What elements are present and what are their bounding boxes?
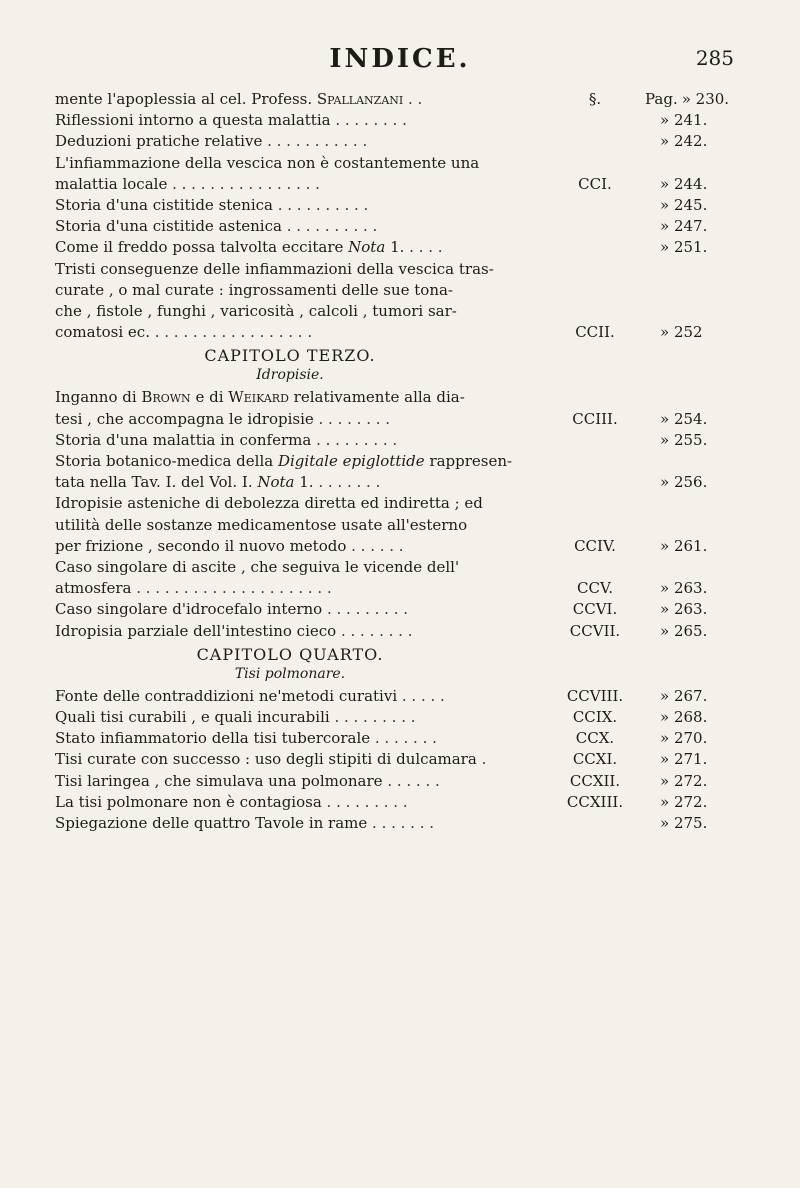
page-ref: » 247. [660,217,708,236]
leader-dots: . . [403,90,423,108]
entry-title: Quali tisi curabili , e quali incurabili [55,708,330,726]
entry-title: Tisi curate con successo : uso degli stipiti di dulcamara [55,750,477,769]
leader-dots: . . . . . . . . . . . . . . . . [167,174,320,193]
entry-text [55,175,525,194]
page-ref [645,90,730,109]
page-ref: » 265. [660,621,708,640]
entry-title: Caso singolare di ascite , che seguiva le vicende dell' [55,558,460,576]
leader-dots: . . . . . . . . . [322,600,409,619]
page-title: INDICE. [329,44,471,74]
entry-text [55,600,525,619]
leader-dots: . . . . [404,238,443,257]
leader-dots: . . . . . . . . [330,111,407,130]
entry-text [55,302,525,321]
section-number: CCVII. [569,621,621,640]
page-ref: » 275. [660,814,708,832]
page-ref: » 270. [660,729,708,748]
entry-text [55,323,525,342]
leader-dots: . . . . . . . [370,729,437,748]
page-ref: » 272. [660,771,708,790]
page-number: 285 [695,46,734,70]
leader-dots: . . . . . . [346,536,404,555]
leader-dots: . . . . . . [382,771,440,790]
section-number: CCI. [578,174,612,193]
entry-title: utilità delle sostanze medicamentose usate all'esterno [55,515,468,534]
section-number: CCV. [577,579,613,598]
entry-title: Inganno di Brown e di Weikard relativamente alla dia- [55,388,465,407]
section-number: CCIX. [572,708,618,726]
entry-title: che , fistole , funghi , varicosità , calcoli , tumori sar- [55,302,457,320]
entry-text [55,516,525,535]
entry-text [55,708,525,727]
leader-dots: . . . . . . . . . . . [262,132,368,151]
entry-text [55,793,525,812]
entry-text [55,537,525,556]
entry-text [55,494,525,513]
entry-text [55,90,525,109]
leader-dots: . [476,750,487,769]
entry-text [55,579,525,598]
leader-dots: . . . . . . . . . [311,430,398,449]
entry-title: La tisi polmonare non è contagiosa [55,792,322,811]
page-ref: » 261. [660,536,708,555]
entry-title: Deduzioni pratiche relative [55,132,263,151]
entry-title: Fonte delle contraddizioni ne'metodi curativi [55,686,398,705]
entry-title: tesi , che accompagna le idropisie [55,409,314,428]
page-ref: » 272. [660,792,708,811]
leader-dots: . . . . . . . . . [329,708,416,726]
entry-text [55,154,525,173]
section-number: CCII. [575,323,615,342]
page-ref: » 241. [660,111,708,130]
section-marker: §. [588,90,602,108]
entry-text [55,410,525,429]
entry-text [55,431,525,450]
leader-dots: . . . . . . . . . . [281,217,378,236]
section-number: CCXII. [569,771,621,790]
entry-text [55,452,525,471]
entry-text [55,281,525,300]
entry-text [55,750,525,769]
entry-title: Stato infiammatorio della tisi tubercorale [55,729,371,748]
section-number: CCXI. [572,750,618,769]
entry-text [55,772,525,791]
entry-title: Caso singolare d'idrocefalo interno [55,600,323,619]
leader-dots: . . . . . . . . . . . . . . . . . [149,323,313,342]
entry-title: Storia d'una cistitide astenica [55,217,282,236]
entry-text [55,196,525,215]
leader-dots: . . . . . . . . [336,621,413,640]
chapter-heading: CAPITOLO TERZO. [204,346,376,366]
entry-title: mente l'apoplessia al cel. Profess. Spallanzani [55,90,404,108]
section-number: CCVI. [572,600,618,619]
running-head [0,42,800,78]
entry-text [55,729,525,748]
entry-title: malattia locale [55,174,168,193]
entry-text [55,217,525,236]
entry-title: Tristi conseguenze delle infiammazioni della vescica tras- [55,259,494,278]
entry-title: Come il freddo possa talvolta eccitare Nota 1. [55,238,405,257]
page-ref: » 268. [660,708,708,726]
pag-label: Pag. [645,90,678,108]
page-ref: » 267. [660,686,708,705]
entry-title: Storia d'una malattia in conferma [55,430,312,449]
section-number: CCIV. [574,536,616,555]
page-ref: » 245. [660,196,708,214]
chapter-subtitle: Idropisie. [256,367,324,384]
entry-title: curate , o mal curate : ingrossamenti delle sue tona- [55,280,453,299]
page-ref: » 242. [660,132,708,151]
leader-dots: . . . . . . . . . [321,792,408,811]
leader-dots: . . . . . . . [313,473,381,492]
leader-dots: . . . . . . . . . . [272,196,369,214]
entry-title: per frizione , secondo il nuovo metodo [55,536,347,555]
page-ref: » 271. [660,750,708,769]
entry-text [55,687,525,706]
page-ref: » 251. [660,238,708,257]
entry-title: Storia d'una cistitide stenica [55,196,273,214]
leader-dots: . . . . . . . . [313,409,391,428]
page-ref: » 255. [660,430,708,449]
leader-dots: . . . . . [397,686,445,705]
entry-text [55,260,525,279]
entry-title: L'infiammazione della vescica non è costantemente una [55,153,480,172]
leader-dots: . . . . . . . [367,814,435,832]
entry-title: Spiegazione delle quattro Tavole in rame [55,814,368,832]
leader-dots: . . . . . . . . . . . . . . . . . . . . . [131,579,332,598]
entry-title: Tisi laringea , che simulava una polmonare [55,771,383,790]
entry-text [55,622,525,641]
entry-title: Idropisia parziale dell'intestino cieco [55,621,337,640]
entry-title: tata nella Tav. I. del Vol. I. Nota 1. [55,473,314,492]
section-number: CCX. [575,729,615,748]
page-ref: » 256. [660,473,708,492]
page-ref: » 263. [660,579,708,598]
entry-title: comatosi ec. [55,323,150,342]
page-ref: » 244. [660,174,708,193]
entry-title: atmosfera [55,579,132,598]
page-ref: » 252 [660,323,703,342]
entry-text [55,388,525,407]
entry-text [55,111,525,130]
section-number: CCXIII. [566,792,624,811]
chapter-subtitle: Tisi polmonare. [234,665,346,682]
entry-text [55,238,525,257]
entry-title: Riflessioni intorno a questa malattia [55,111,331,130]
entry-text [55,814,525,833]
section-number: CCIII. [572,409,618,428]
entry-title: Idropisie asteniche di debolezza diretta ed indiretta ; ed [55,494,483,513]
entry-text [55,132,525,151]
page-number-ref: » 230. [681,90,730,108]
entry-title: Storia botanico-medica della Digitale epiglottide rappresen- [55,452,513,470]
chapter-heading: CAPITOLO QUARTO. [196,644,384,664]
page-ref: » 263. [660,600,708,619]
section-number: CCVIII. [566,686,624,705]
page-ref: » 254. [660,409,708,428]
entry-text [55,558,525,577]
entry-text [55,473,525,492]
